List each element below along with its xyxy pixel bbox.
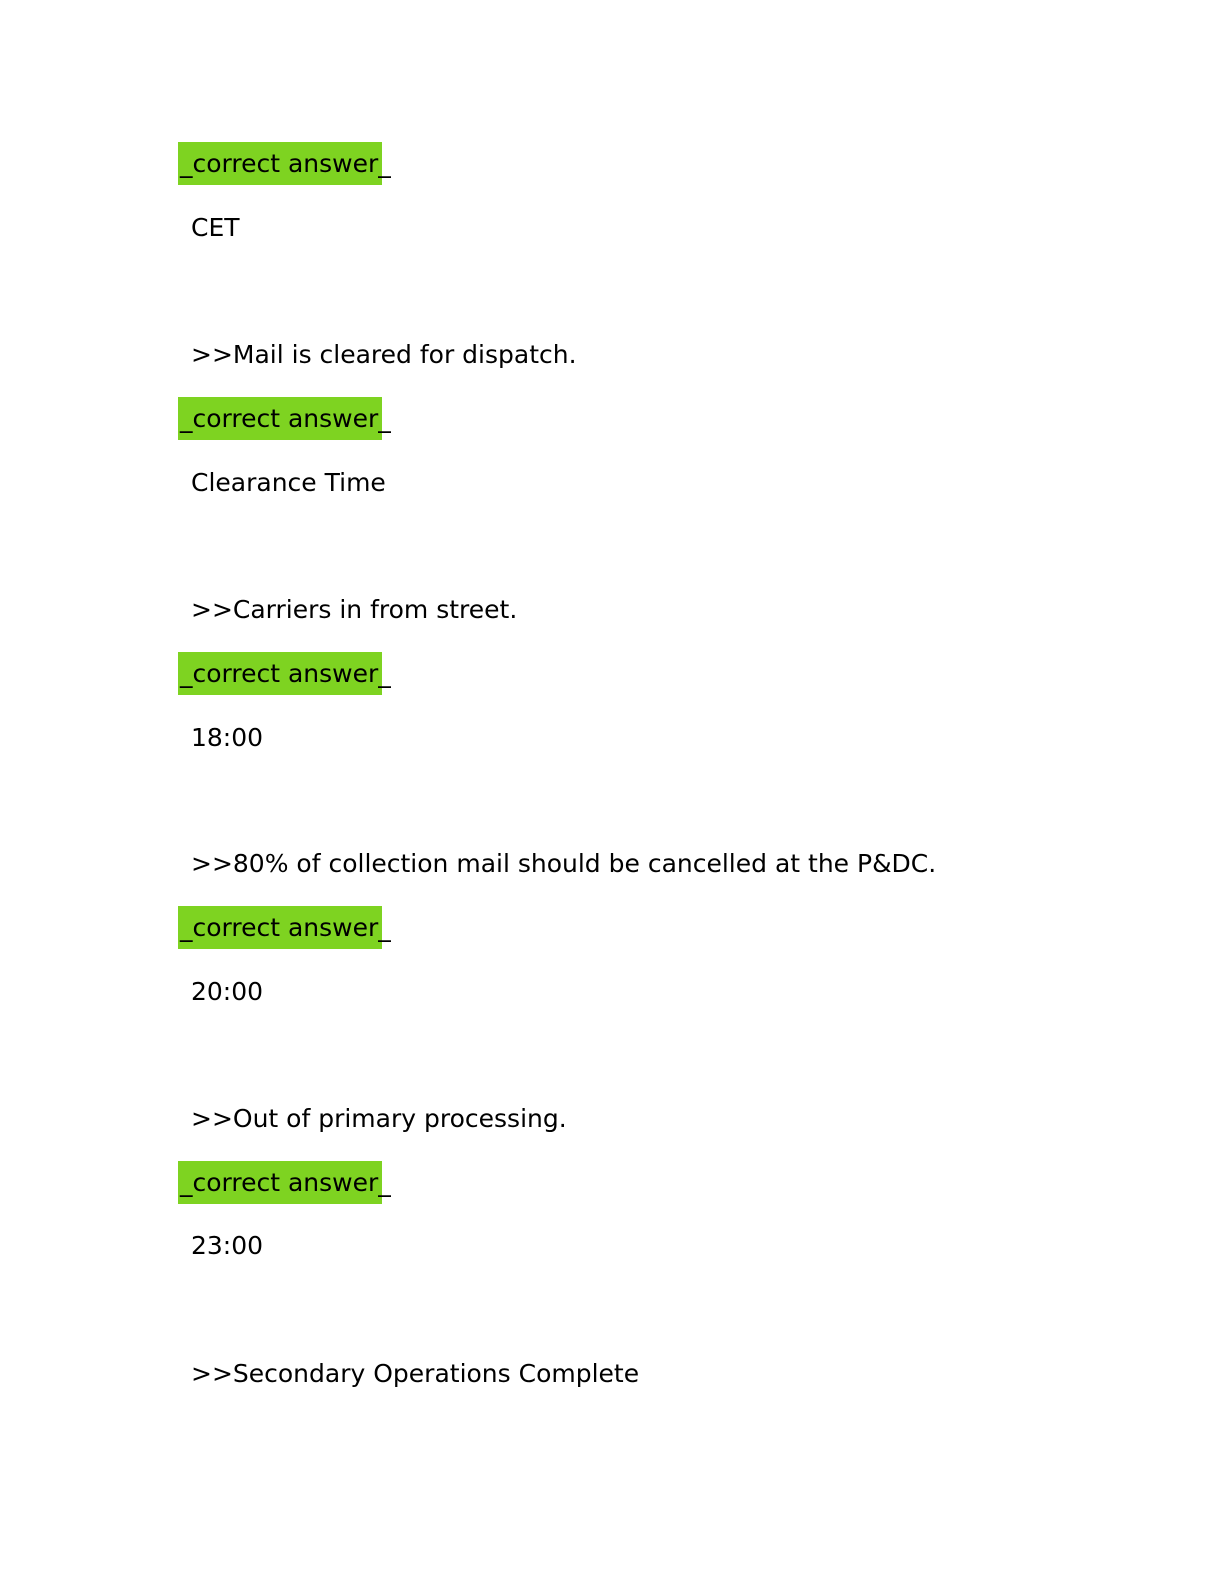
question-text: >>Mail is cleared for dispatch.: [191, 340, 577, 369]
answer-text: CET: [191, 213, 240, 242]
question-text: >>Out of primary processing.: [191, 1104, 567, 1133]
answer-text: 20:00: [191, 977, 264, 1006]
question-text: >>Secondary Operations Complete: [191, 1359, 640, 1388]
correct-answer-label: _correct answer_: [178, 142, 382, 185]
correct-answer-label: _correct answer_: [178, 397, 382, 440]
correct-answer-label: _correct answer_: [178, 652, 382, 695]
answer-text: 23:00: [191, 1231, 264, 1260]
answer-text: Clearance Time: [191, 468, 386, 497]
correct-answer-label: _correct answer_: [178, 906, 382, 949]
question-text: >>80% of collection mail should be cancelled at the P&DC.: [191, 849, 937, 878]
correct-answer-label: _correct answer_: [178, 1161, 382, 1204]
question-text: >>Carriers in from street.: [191, 595, 518, 624]
answer-text: 18:00: [191, 723, 264, 752]
